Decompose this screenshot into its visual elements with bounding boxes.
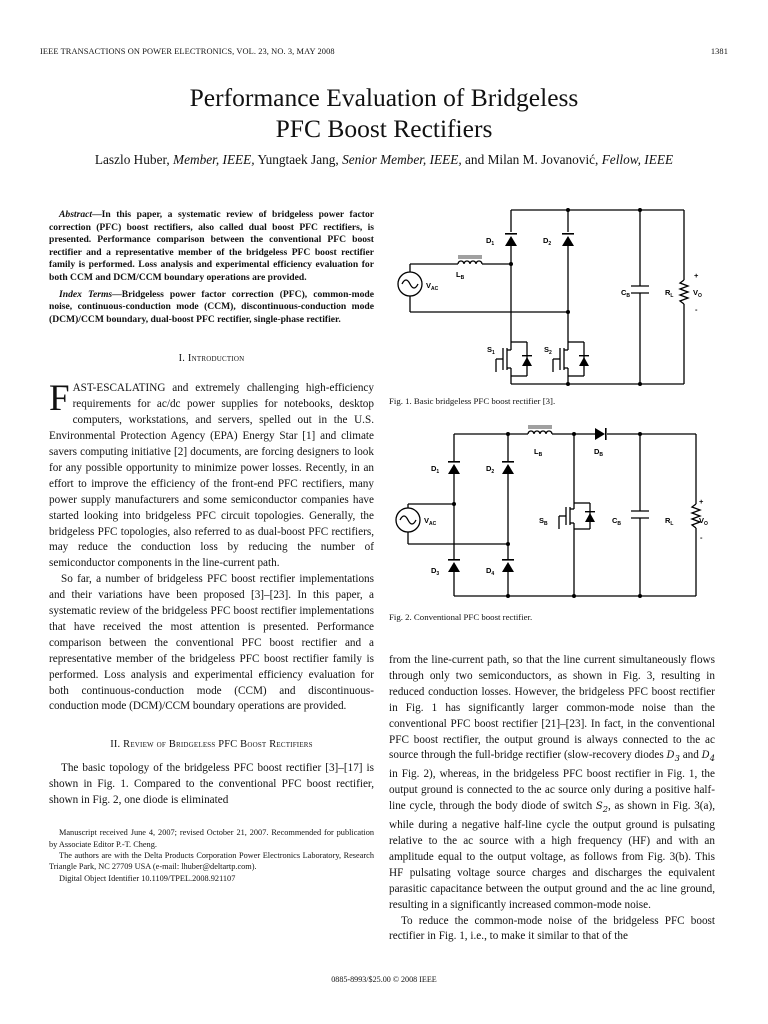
junction-dot (638, 594, 642, 598)
author-2-role: Senior Member, IEEE, (342, 152, 462, 167)
label-d2: $D_2$ (543, 236, 552, 247)
body-diode-sb-symbol (585, 513, 595, 522)
body-diode-s2-bar (579, 355, 589, 356)
title-line-2: PFC Boost Rectifiers (275, 114, 493, 143)
section-heading-introduction (49, 353, 374, 364)
label-d2: $D_2$ (486, 464, 495, 475)
section-2-title-part: ridgeless (175, 739, 219, 751)
author-conjunction: and (465, 152, 485, 167)
label-d3: $D_3$ (431, 566, 440, 577)
copyright-line: 0885-8993/$25.00 © 2008 IEEE (331, 975, 437, 984)
abstract-label: Abstract (59, 209, 93, 220)
label-vac: $V_{AC}$ (426, 281, 439, 292)
author-3-role: Fellow, IEEE (601, 152, 674, 167)
footnote-doi: Digital Object Identifier 10.1109/TPEL.2008.921107 (59, 873, 236, 883)
footnotes (49, 827, 374, 884)
junction-dot (566, 310, 570, 314)
figure-2-component-glyphs (448, 428, 642, 598)
section-1-title-initial: I (187, 353, 192, 365)
label-sb: $S_B$ (539, 516, 548, 527)
left-column (49, 209, 374, 884)
section-heading-review (49, 739, 374, 750)
diode-d3-bar (448, 559, 460, 561)
section-1-number: I. (178, 353, 186, 365)
label-plus: + (694, 271, 699, 280)
figure-2-wires (396, 426, 700, 596)
label-db: $D_B$ (594, 447, 604, 458)
right-paragraph-1-part-c: , as shown in Fig. 3(a), while during a negative half-line cycle the output ground is pulsating relative to the ac source with a high frequency (HF) and with an amplitude equal to the output voltage, as follows from Fig. 3(b). This HF pulsating voltage source charges and discharges the equivalent parasitic capacitance between the output ground and the ac line ground, resulting in a significantly increased common-mode noise. (389, 800, 715, 911)
section-2-title-part: oost (247, 739, 270, 751)
section-2-title-part: ectifiers (276, 739, 313, 751)
junction-dot (566, 382, 570, 386)
junction-dot (506, 542, 510, 546)
diode-d4-symbol (502, 562, 514, 572)
junction-dot (506, 594, 510, 598)
section-1-title (188, 353, 244, 364)
right-paragraph-1-part-a: from the line-current path, so that the line current simultaneously flows through only two semiconductors, as shown in Fig. 3, resulting in reduced conduction losses. However, the bridgeless PFC boost rectifier in Fig. 1 has significantly larger common-mode noise than the conventional PFC boost rectifier [21]–[23]. In fact, in the conventional PFC boost rectifier, the output ground is always connected to the ac source through the full-bridge rectifier (slow-recovery diodes (389, 654, 715, 762)
right-paragraph-2: To reduce the common-mode noise of the bridgeless PFC boost rectifier in Fig. 1, i.e., to make it similar to that of the (389, 914, 715, 943)
label-s2: $S_2$ (544, 345, 552, 356)
label-vo: $V_O$ (699, 516, 708, 527)
label-minus: - (700, 533, 703, 542)
abstract-text: —In this paper, a systematic review of bridgeless power factor correction (PFC) boost rectifiers, also called dual boost PFC rectifiers, is presented. Performance comparison between the conventional PFC boost rectifier and a representative member of the bridgeless PFC boost rectifier family is performed. Loss analysis and experimental efficiency evaluation for both CCM and DCM/CCM boundary operations are provided. (49, 209, 374, 283)
diode-d2-bar (502, 461, 514, 463)
section-2-title-part: eview of (130, 739, 169, 751)
author-1-name: Laszlo Huber, (94, 152, 170, 167)
diode-d2-symbol (562, 236, 574, 246)
right-paragraph-1-part-b: in Fig. 2), whereas, in the bridgeless PFC boost rectifier in Fig. 1, the output ground is connected to the ac source only during a positive half-line cycle, through the body diode of switch (389, 768, 715, 813)
journal-header: IEEE TRANSACTIONS ON POWER ELECTRONICS, VOL. 23, NO. 3, MAY 2008 (40, 47, 335, 56)
diode-d2-bar (562, 233, 574, 235)
figure-1-component-glyphs (505, 208, 642, 386)
diode-d3-symbol (448, 562, 460, 572)
label-s1: $S_1$ (487, 345, 495, 356)
label-d1: $D_1$ (486, 236, 495, 247)
figure-1-circuit (388, 200, 728, 390)
figure-2-caption: Fig. 2. Conventional PFC boost rectifier. (389, 612, 533, 622)
label-lb: $L_B$ (534, 447, 543, 458)
symbol-d3: $D_3$ (666, 750, 680, 764)
section-2-title-part: B (168, 739, 176, 751)
label-d4: $D_4$ (486, 566, 495, 577)
review-paragraph-1: The basic topology of the bridgeless PFC boost rectifier [3]–[17] is shown in Fig. 1. Compared to the conventional PFC boost rectifier, shown in Fig. 2, one diode is eliminated (49, 762, 374, 807)
body-diode-s1-bar (522, 355, 532, 356)
label-minus: - (695, 305, 698, 314)
footnote-affiliation: The authors are with the Delta Products Corporation Power Electronics Laboratory, Research Triangle Park, NC 27709 USA (e-mail: lhuber@deltartp.com). (49, 850, 374, 872)
intro-paragraph-1-text: AST-ESCALATING and extremely challenging high-efficiency requirements for ac/dc power supplies for notebooks, desktop computers, workstations, and servers, spelled out in the U.S. Environmental Protection Agency (EPA) Energy Star [1] and climate savers computing initiative [2] documents, are forcing designers to look for any possible opportunity to minimize power losses. Recently, in an effort to improve the efficiency of the front-end PFC rectifiers, many power supply manufacturers and some semiconductor companies have started looking into bridgeless PFC circuit topologies. Generally, the bridgeless PFC topologies, also referred to as dual-boost PFC rectifiers, may reduce the conduction loss by reducing the number of semiconductor components in the line-current path. (49, 382, 374, 570)
label-plus: + (699, 497, 704, 506)
diode-d1-symbol (448, 464, 460, 474)
body-diode-s2-symbol (579, 357, 589, 366)
symbol-s2: $S_2$ (595, 801, 609, 815)
body-diode-s1-symbol (522, 357, 532, 366)
right-column-text (389, 653, 715, 945)
junction-dot (572, 594, 576, 598)
junction-dot (452, 502, 456, 506)
label-cb: $C_B$ (612, 516, 622, 527)
label-d1: $D_1$ (431, 464, 440, 475)
conjunction-and: and (679, 749, 702, 762)
junction-dot (506, 432, 510, 436)
section-1-title-rest: ntroduction (191, 353, 245, 365)
diode-d2-symbol (502, 464, 514, 474)
diode-d1-bar (448, 461, 460, 463)
drop-cap: F (49, 378, 70, 420)
junction-dot (566, 208, 570, 212)
title-line-1: Performance Evaluation of Bridgeless (189, 83, 579, 112)
label-vo: $V_O$ (693, 288, 702, 299)
label-rl: $R_L$ (665, 516, 674, 527)
abstract (49, 209, 374, 285)
author-1-role: Member, IEEE, (173, 152, 255, 167)
symbol-d4: $D_4$ (701, 750, 715, 764)
figure-1-caption: Fig. 1. Basic bridgeless PFC boost rectifier [3]. (389, 396, 556, 406)
diode-db-bar (605, 428, 607, 440)
section-2-title (123, 739, 313, 750)
figure-2-circuit (388, 424, 728, 604)
body-diode-sb-bar (585, 511, 595, 512)
section-2-title-part: PFC B (218, 739, 248, 751)
label-cb: $C_B$ (621, 288, 631, 299)
section-2-number: II. (110, 739, 121, 751)
author-3-name: Milan M. Jovanović, (487, 152, 599, 167)
right-paragraph-1 (389, 653, 715, 914)
junction-dot (509, 262, 513, 266)
figure-1-labels (426, 236, 702, 356)
index-terms-text: —Bridgeless power factor correction (PFC), common-mode noise, continuous-conduction mode (CCM), discontinuous-conduction mode (DCM)/CCM boundary, dual-boost PFC rectifier, single-phase rectifier. (49, 288, 374, 325)
index-terms (49, 289, 374, 327)
diode-db-symbol (595, 428, 605, 440)
junction-dot (638, 208, 642, 212)
diode-d1-symbol (505, 236, 517, 246)
junction-dot (572, 432, 576, 436)
section-2-title-part: R (123, 739, 131, 751)
index-terms-label: Index Terms (59, 288, 113, 300)
intro-paragraph-1 (49, 378, 374, 572)
label-rl: $R_L$ (665, 288, 674, 299)
paper-title (0, 82, 768, 144)
junction-dot (638, 382, 642, 386)
diode-d1-bar (505, 233, 517, 235)
author-2-name: Yungtaek Jang, (257, 152, 339, 167)
diode-d4-bar (502, 559, 514, 561)
junction-dot (638, 432, 642, 436)
author-list (0, 152, 768, 168)
label-lb: $L_B$ (456, 270, 465, 281)
label-vac: $V_{AC}$ (424, 516, 437, 527)
intro-paragraph-2: So far, a number of bridgeless PFC boost rectifier implementations and their variations have been proposed [3]–[23]. In this paper, a systematic review of the bridgeless PFC boost rectifier implementations that have received the most attention is presented. Performance comparison between the conventional PFC boost rectifier and a representative member of the bridgeless PFC boost rectifier family is performed. Loss analysis and experimental efficiency evaluation for both continuous-conduction mode (CCM) and discontinuous-conduction mode (DCM)/CCM boundary operations are provided. (49, 573, 374, 713)
section-2-title-part: R (269, 739, 277, 751)
page-number: 1381 (710, 47, 728, 56)
footnote-manuscript: Manuscript received June 4, 2007; revised October 21, 2007. Recommended for publication by Associate Editor P.-T. Cheng. (49, 828, 374, 849)
